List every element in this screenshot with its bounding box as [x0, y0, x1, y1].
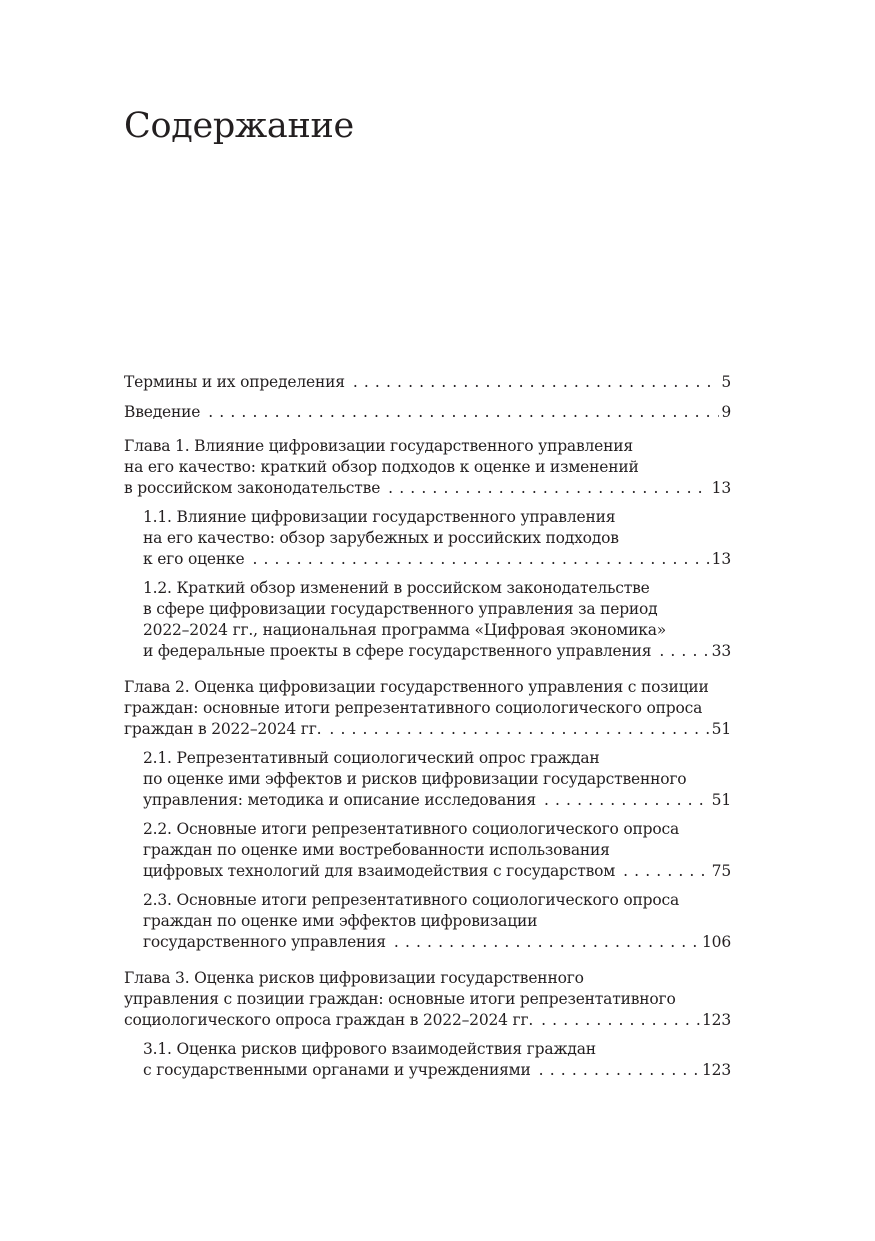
- dot-leader: [321, 719, 709, 740]
- toc-entry-line: цифровых технологий для взаимодействия с государством: [143, 862, 616, 880]
- toc-page-number: 9: [721, 403, 731, 421]
- toc-entry-line: по оценке ими эффектов и рисков цифровизации государственного: [143, 770, 687, 788]
- toc-entry-section-1-2[interactable]: [124, 578, 731, 662]
- toc-entry-section-2-1[interactable]: [124, 748, 731, 811]
- toc-page-number: 13: [711, 479, 731, 497]
- toc-entry-section-2-2[interactable]: [124, 819, 731, 882]
- toc-entry-line: социологического опроса граждан в 2022–2024 гг.: [124, 1011, 534, 1029]
- toc-entry-line: Глава 2. Оценка цифровизации государственного управления с позиции: [124, 678, 709, 696]
- toc-entry-introduction[interactable]: [124, 402, 731, 423]
- toc-entry-line: 2.2. Основные итоги репрезентативного социологического опроса: [143, 820, 680, 838]
- toc-page-number: 123: [702, 1061, 731, 1079]
- toc-page-number: 123: [702, 1011, 731, 1029]
- dot-leader: [386, 932, 700, 953]
- toc-page-number: 51: [711, 720, 731, 738]
- toc-entry-line: на его качество: обзор зарубежных и российских подходов: [143, 529, 619, 547]
- toc-entry-line: государственного управления: [143, 933, 386, 951]
- toc-page-number: 33: [711, 642, 731, 660]
- toc-entry-line: 1.2. Краткий обзор изменений в российском законодательстве: [143, 579, 650, 597]
- toc-entry-line: управления: методика и описание исследования: [143, 791, 536, 809]
- toc-entry-line: на его качество: краткий обзор подходов к оценке и изменений: [124, 458, 639, 476]
- toc-entry-line: в сфере цифровизации государственного управления за период: [143, 600, 658, 618]
- page-title: Содержание: [124, 106, 354, 146]
- toc-page-number: 106: [702, 933, 731, 951]
- toc-entry-chapter-3[interactable]: [124, 968, 731, 1031]
- toc-entry-line: 3.1. Оценка рисков цифрового взаимодействия граждан: [143, 1040, 596, 1058]
- toc-page-number: 51: [711, 791, 731, 809]
- toc-entry-line: граждан по оценке ими востребованности использования: [143, 841, 610, 859]
- toc-entry-line: к его оценке: [143, 550, 245, 568]
- toc-entry-line: 2022–2024 гг., национальная программа «Цифровая экономика»: [143, 621, 667, 639]
- toc-entry-section-1-1[interactable]: [124, 507, 731, 570]
- toc-page-number: 13: [711, 550, 731, 568]
- toc-entry-line: Глава 3. Оценка рисков цифровизации государственного: [124, 969, 584, 987]
- toc-entry-line: и федеральные проекты в сфере государственного управления: [143, 642, 652, 660]
- toc-entry-title: Введение: [124, 403, 201, 421]
- toc-entry-line: граждан: основные итоги репрезентативного социологического опроса: [124, 699, 703, 717]
- toc-page-number: 5: [721, 373, 731, 391]
- dot-leader: [345, 372, 720, 393]
- toc-entry-terms[interactable]: [124, 372, 731, 393]
- dot-leader: [531, 1060, 700, 1081]
- toc-entry-section-3-1[interactable]: [124, 1039, 731, 1081]
- toc-entry-line: Глава 1. Влияние цифровизации государственного управления: [124, 437, 633, 455]
- toc-entry-line: граждан в 2022–2024 гг.: [124, 720, 322, 738]
- toc-entry-chapter-1[interactable]: [124, 436, 731, 499]
- toc-entry-line: в российском законодательстве: [124, 479, 381, 497]
- dot-leader: [200, 402, 719, 423]
- toc-entry-line: граждан по оценке ими эффектов цифровизации: [143, 912, 538, 930]
- toc-entry-line: 2.1. Репрезентативный социологический опрос граждан: [143, 749, 600, 767]
- dot-leader: [380, 478, 710, 499]
- toc-entry-chapter-2[interactable]: [124, 677, 731, 740]
- toc-entry-line: с государственными органами и учреждениями: [143, 1061, 531, 1079]
- dot-leader: [244, 549, 709, 570]
- toc-entry-title: Термины и их определения: [124, 373, 345, 391]
- dot-leader: [651, 641, 709, 662]
- toc-entry-line: 2.3. Основные итоги репрезентативного социологического опроса: [143, 891, 680, 909]
- toc-entry-line: управления с позиции граждан: основные итоги репрезентативного: [124, 990, 676, 1008]
- dot-leader: [536, 790, 710, 811]
- toc-entry-section-2-3[interactable]: [124, 890, 731, 953]
- toc-entry-line: 1.1. Влияние цифровизации государственного управления: [143, 508, 616, 526]
- toc-page-number: 75: [711, 862, 731, 880]
- dot-leader: [615, 861, 710, 882]
- table-of-contents: [124, 372, 731, 1081]
- dot-leader: [533, 1010, 700, 1031]
